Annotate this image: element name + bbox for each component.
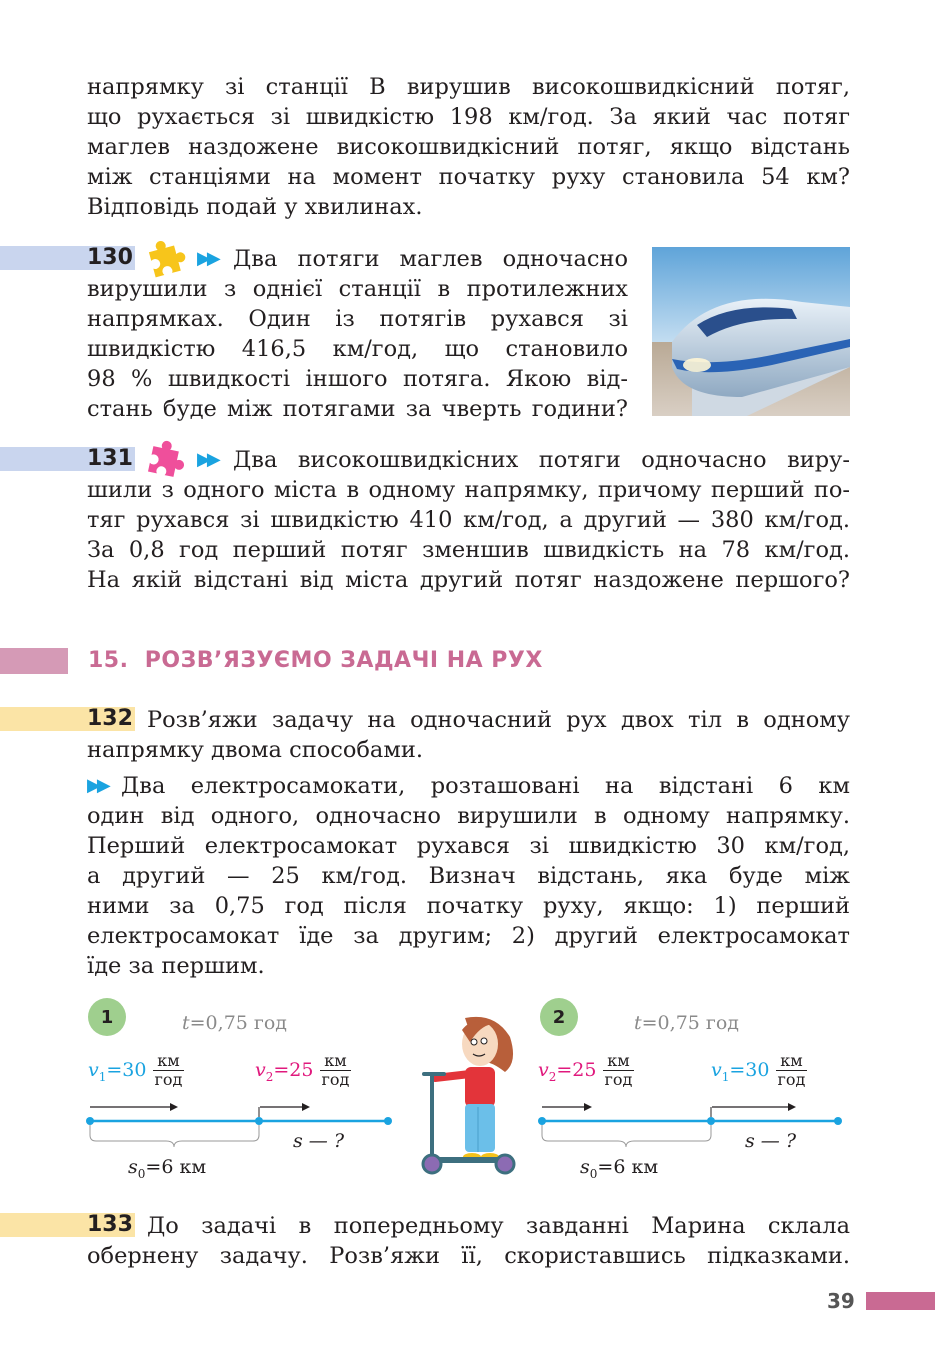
task-132-subline: ▶▶ Два електросамокати, розташовані на відстані 6 км <box>87 773 850 799</box>
task-130-line: ▶▶ Два потяги маглев одночасно <box>197 246 628 272</box>
diagram-2-s-unknown: s — ? <box>745 1130 797 1152</box>
diagram-2-unit-right: $\frac{км}{\text{год}}$ <box>777 1051 806 1089</box>
task-132-subline: один від одного, одночасно вирушили в одному напрямку. <box>87 803 850 829</box>
section-bar <box>0 648 68 674</box>
double-arrow-icon: ▶▶ <box>197 449 217 470</box>
train-photo <box>652 247 850 416</box>
diagram-1-v-left: $v_1=30$ $\frac{км}{\text{год}}$ <box>88 1051 183 1089</box>
intro-line: між станціями на момент початку руху становила 54 км? <box>87 164 850 190</box>
task-132-subtext <box>87 771 850 981</box>
intro-line: Відповідь подай у хвилинах. <box>87 194 423 220</box>
page-number: 39 <box>827 1289 855 1313</box>
task-132-line: Розв’яжи задачу на одночасний рух двох тіл в одному <box>147 707 850 733</box>
diagram-1-time: t=0,75 год <box>182 1012 287 1034</box>
task-132-subline: а другий — 25 км/год. Визнач відстань, яка буде між <box>87 863 850 889</box>
task-132-subline: Перший електросамокат рухався зі швидкістю 30 км/год, <box>87 833 850 859</box>
intro-line: напрямку зі станції B вирушив високошвидкісний потяг, <box>87 74 850 100</box>
task-130-line: стань буде між потягами за чверть години? <box>87 396 628 422</box>
task-132-line: напрямку двома способами. <box>87 737 423 763</box>
diagram-1-s-unknown: s — ? <box>293 1130 345 1152</box>
diagram-1-unit-left: $\frac{км}{\text{год}}$ <box>154 1051 183 1089</box>
girl-scooter-illustration <box>410 1012 522 1177</box>
task-133-line: обернену задачу. Розв’яжи її, скориставшись підказками. <box>87 1243 850 1269</box>
double-arrow-icon: ▶▶ <box>197 248 217 269</box>
task-132-subline: їде за першим. <box>87 953 265 979</box>
task-133-text <box>87 1211 850 1271</box>
diagram-2-s0: $s_0=6$ км <box>580 1156 659 1181</box>
task-130-line: вирушили з однієї станції в протилежних <box>87 276 628 302</box>
task-130-text <box>87 244 628 424</box>
task-130-line: напрямках. Один із потягів рухався зі <box>87 306 628 332</box>
diagram-2-badge: 2 <box>540 998 578 1036</box>
diagram-2-lines <box>532 1095 852 1155</box>
task-133-line: До задачі в попередньому завданні Марина склала <box>147 1213 850 1239</box>
section-title: 15. РОЗВ’ЯЗУЄМО ЗАДАЧІ НА РУХ <box>88 648 543 673</box>
diagram-1-badge: 1 <box>88 998 126 1036</box>
diagram-1-s0: $s_0=6$ км <box>128 1156 207 1181</box>
task-131-number: 131 <box>87 446 133 471</box>
task-131-line: ▶▶ Два високошвидкісних потяги одночасно виру- <box>197 447 850 473</box>
task-132-number: 132 <box>87 706 133 731</box>
task-130-line: швидкістю 416,5 км/год, що становило <box>87 336 628 362</box>
task-132-text <box>87 705 850 765</box>
intro-paragraph <box>87 72 850 222</box>
task-131-text <box>87 445 850 595</box>
page-number-bar <box>866 1292 935 1310</box>
task-131-line: На якій відстані від міста другий потяг наздожене першого? <box>87 567 850 593</box>
diagram-2-v-left: $v_2=25$ $\frac{км}{\text{год}}$ <box>538 1051 633 1089</box>
diagram-2-v-right: $v_1=30$ $\frac{км}{\text{год}}$ <box>711 1051 806 1089</box>
intro-line: що рухається зі швидкістю 198 км/год. За який час потяг <box>87 104 850 130</box>
task-132-subline: електросамокат їде за другим; 2) другий електросамокат <box>87 923 850 949</box>
diagram-1-lines <box>80 1095 400 1155</box>
task-130-line: 98 % швидкості іншого потяга. Якою від- <box>87 366 628 392</box>
task-131-line: За 0,8 год перший потяг зменшив швидкість на 78 км/год. <box>87 537 850 563</box>
diagram-1-v-right: $v_2=25$ $\frac{км}{\text{год}}$ <box>255 1051 350 1089</box>
task-130-number: 130 <box>87 245 133 270</box>
task-131-line: тяг рухався зі швидкістю 410 км/год, а другий — 380 км/год. <box>87 507 850 533</box>
task-133-number: 133 <box>87 1212 133 1237</box>
diagram-1-unit-right: $\frac{км}{\text{год}}$ <box>321 1051 350 1089</box>
intro-line: маглев наздожене високошвидкісний потяг, якщо відстань <box>87 134 850 160</box>
diagram-2-time: t=0,75 год <box>634 1012 739 1034</box>
task-132-subline: ними за 0,75 год після початку руху, якщо: 1) перший <box>87 893 850 919</box>
diagram-2-unit-left: $\frac{км}{\text{год}}$ <box>604 1051 633 1089</box>
task-131-line: шили з одного міста в одному напрямку, причому перший по- <box>87 477 850 503</box>
double-arrow-icon: ▶▶ <box>87 775 107 796</box>
